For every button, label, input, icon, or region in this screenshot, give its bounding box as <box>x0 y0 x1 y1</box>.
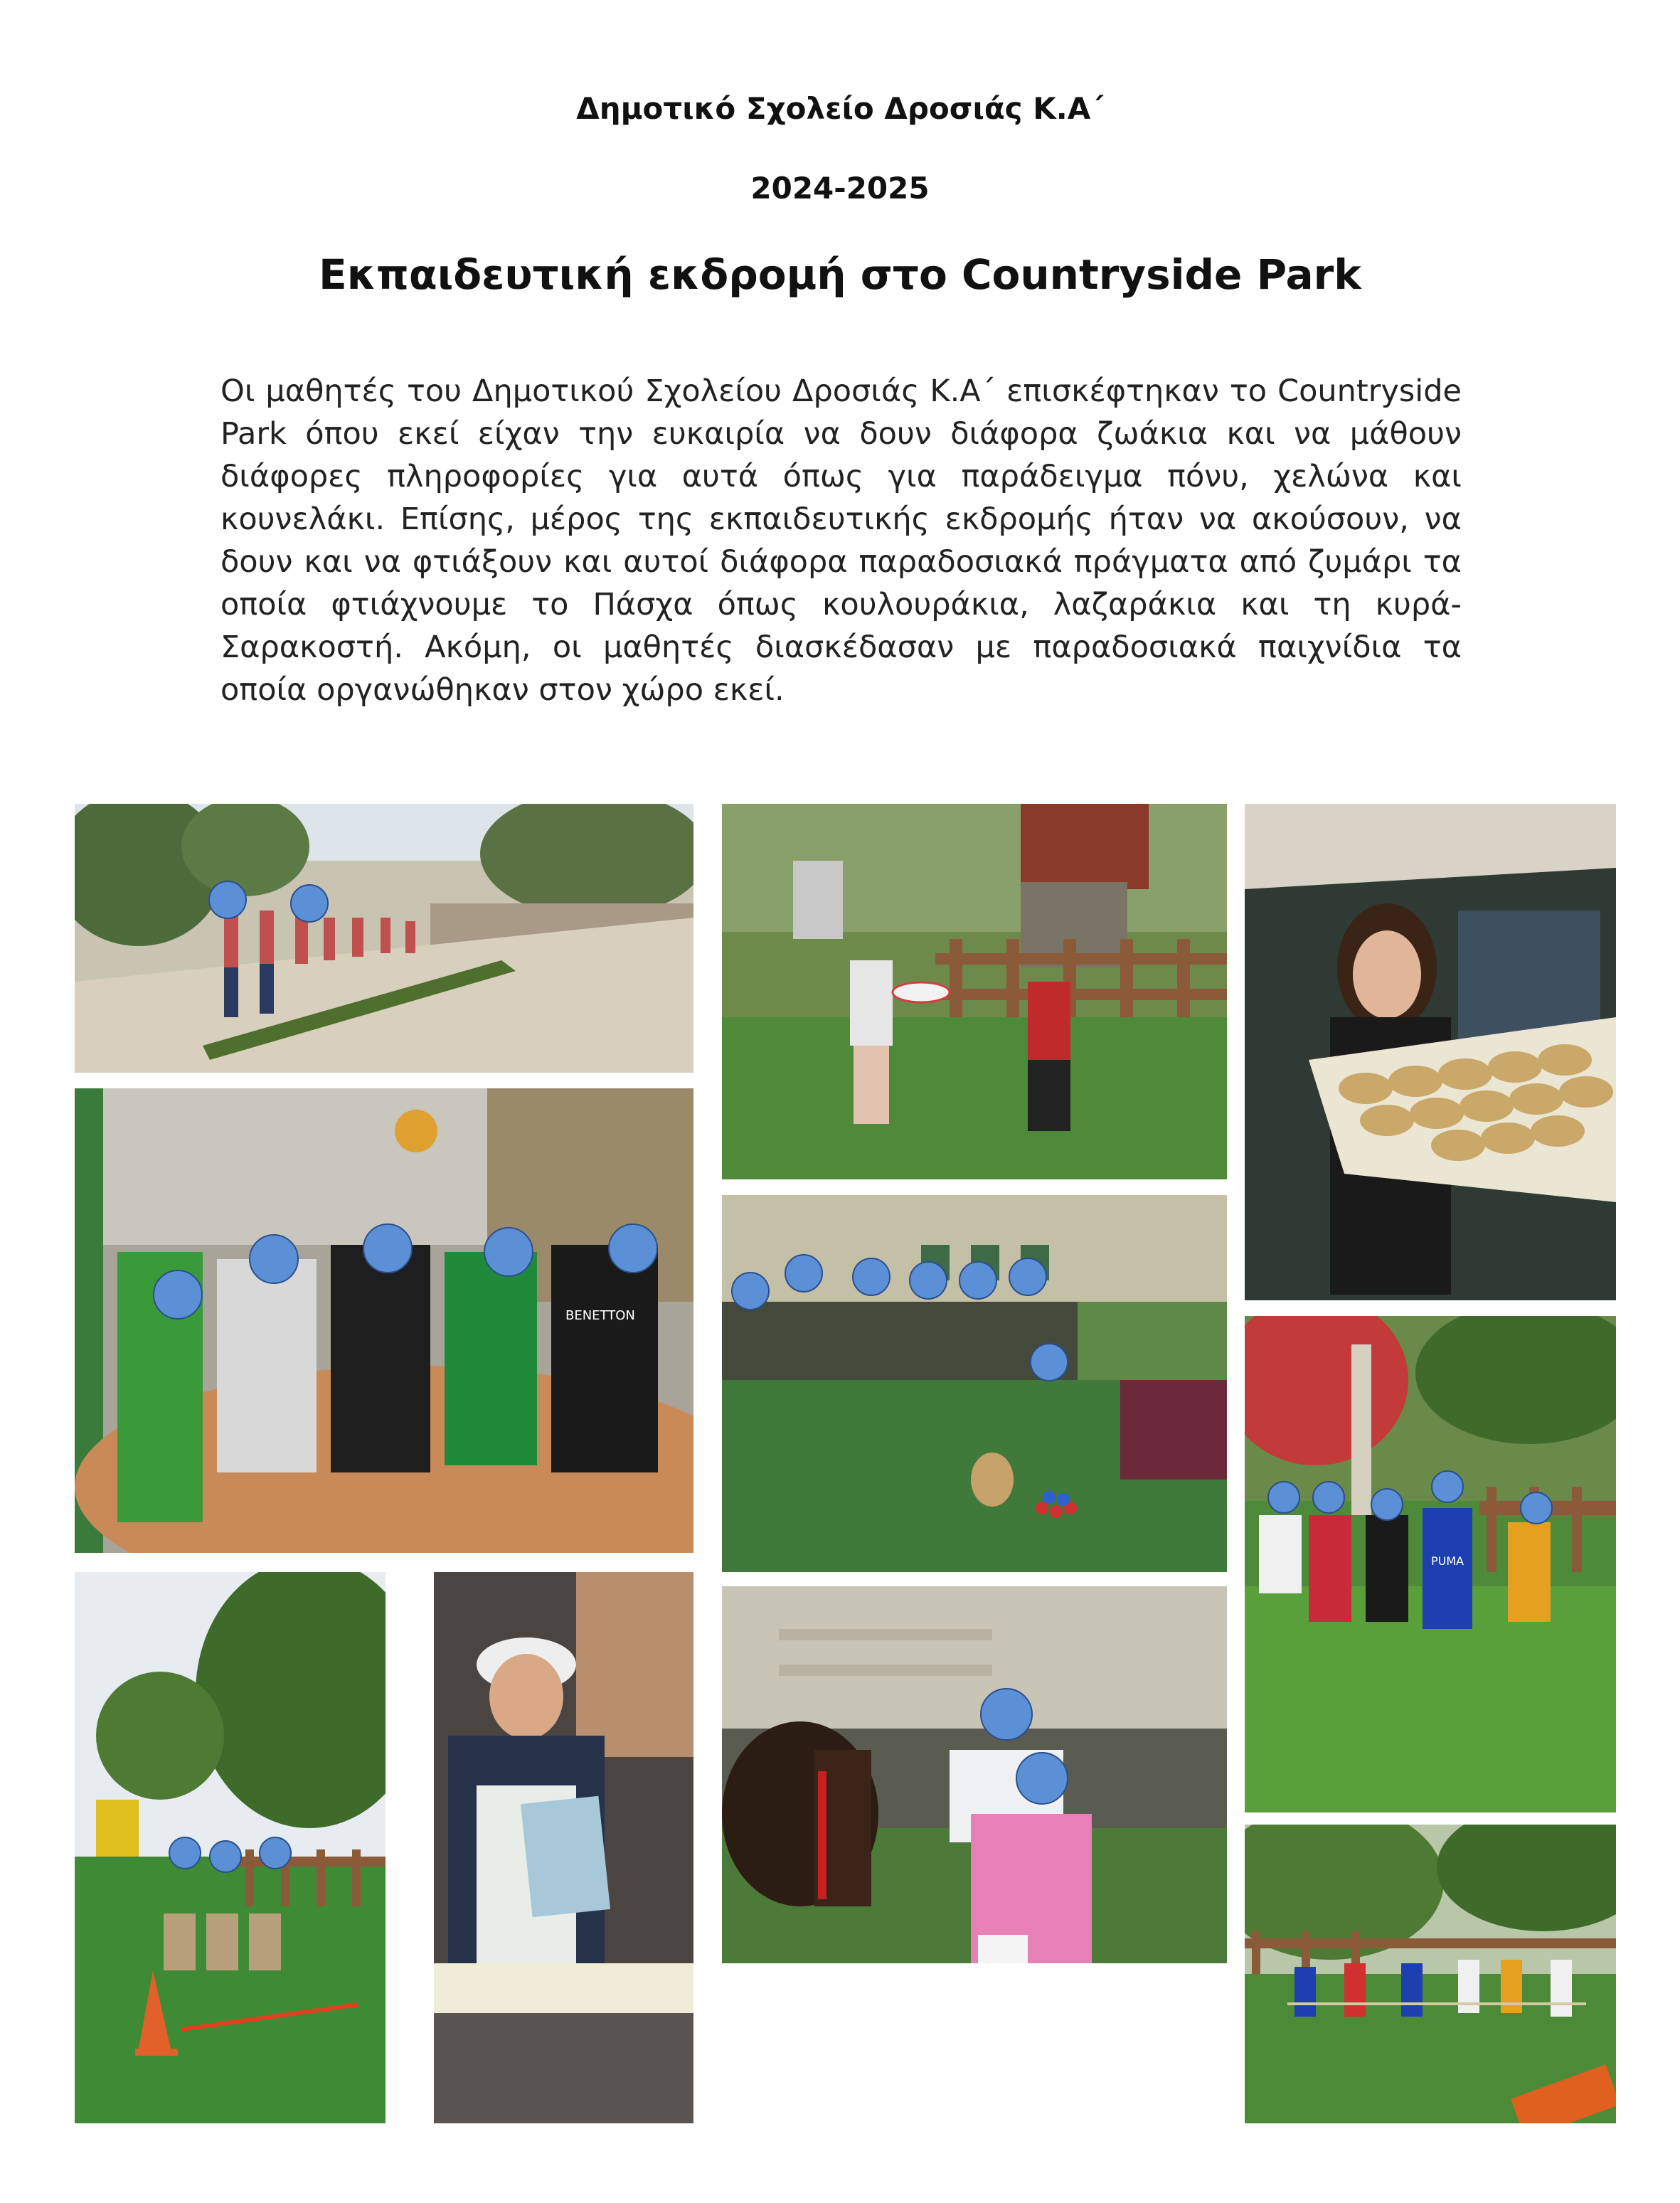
photo-woman-with-koulourakia <box>1245 804 1616 1300</box>
page-title: Εκπαιδευτική εκδρομή στο Countryside Park <box>319 250 1361 299</box>
photo-sack-race <box>75 1572 386 2123</box>
school-year: 2024-2025 <box>750 171 930 206</box>
shirt-brand-text-2: PUMA <box>1431 1554 1464 1568</box>
photo-pony-with-children <box>722 1586 1227 1963</box>
photo-boys-making-dough <box>75 1088 693 1553</box>
photo-tug-of-war <box>1245 1825 1616 2123</box>
photo-woman-with-kyra-sarakosti <box>434 1572 693 2123</box>
photo-children-walking-garden <box>1245 1316 1616 1812</box>
photo-children-walking-log <box>75 804 693 1073</box>
school-name: Δημοτικό Σχολείο Δροσιάς Κ.Α΄ <box>576 91 1104 126</box>
article-paragraph: Οι μαθητές του Δημοτικού Σχολείου Δροσιάς Κ.Α΄ επισκέφτηκαν το Countryside Park όπου εκεί είχαν την ευκαιρία να δουν διάφορα ζωάκια και να μάθουν διάφορες πληροφορίες για αυτά όπως για παράδειγμα πόνυ, χελώνα και κουνελάκι. Επίσης, μέρος της εκπαιδευτικής εκδρομής ήταν να ακούσουν, να δουν και να φτιάξουν και αυτοί διάφορα παραδοσιακά πράγματα από ζυμάρι τα οποία φτιάχνουμε το Πάσχα όπως κουλουράκια, λαζαράκια και τη κυρά-Σαρακοστή. Ακόμη, οι μαθητές διασκέδασαν με παραδοσιακά παιχνίδια τα οποία οργανώθηκαν στον χώρο εκεί. <box>220 373 1462 708</box>
photo-flour-game <box>722 804 1227 1179</box>
shirt-brand-text-1: BENETTON <box>565 1308 635 1323</box>
photo-basket-ball-game <box>722 1195 1227 1572</box>
